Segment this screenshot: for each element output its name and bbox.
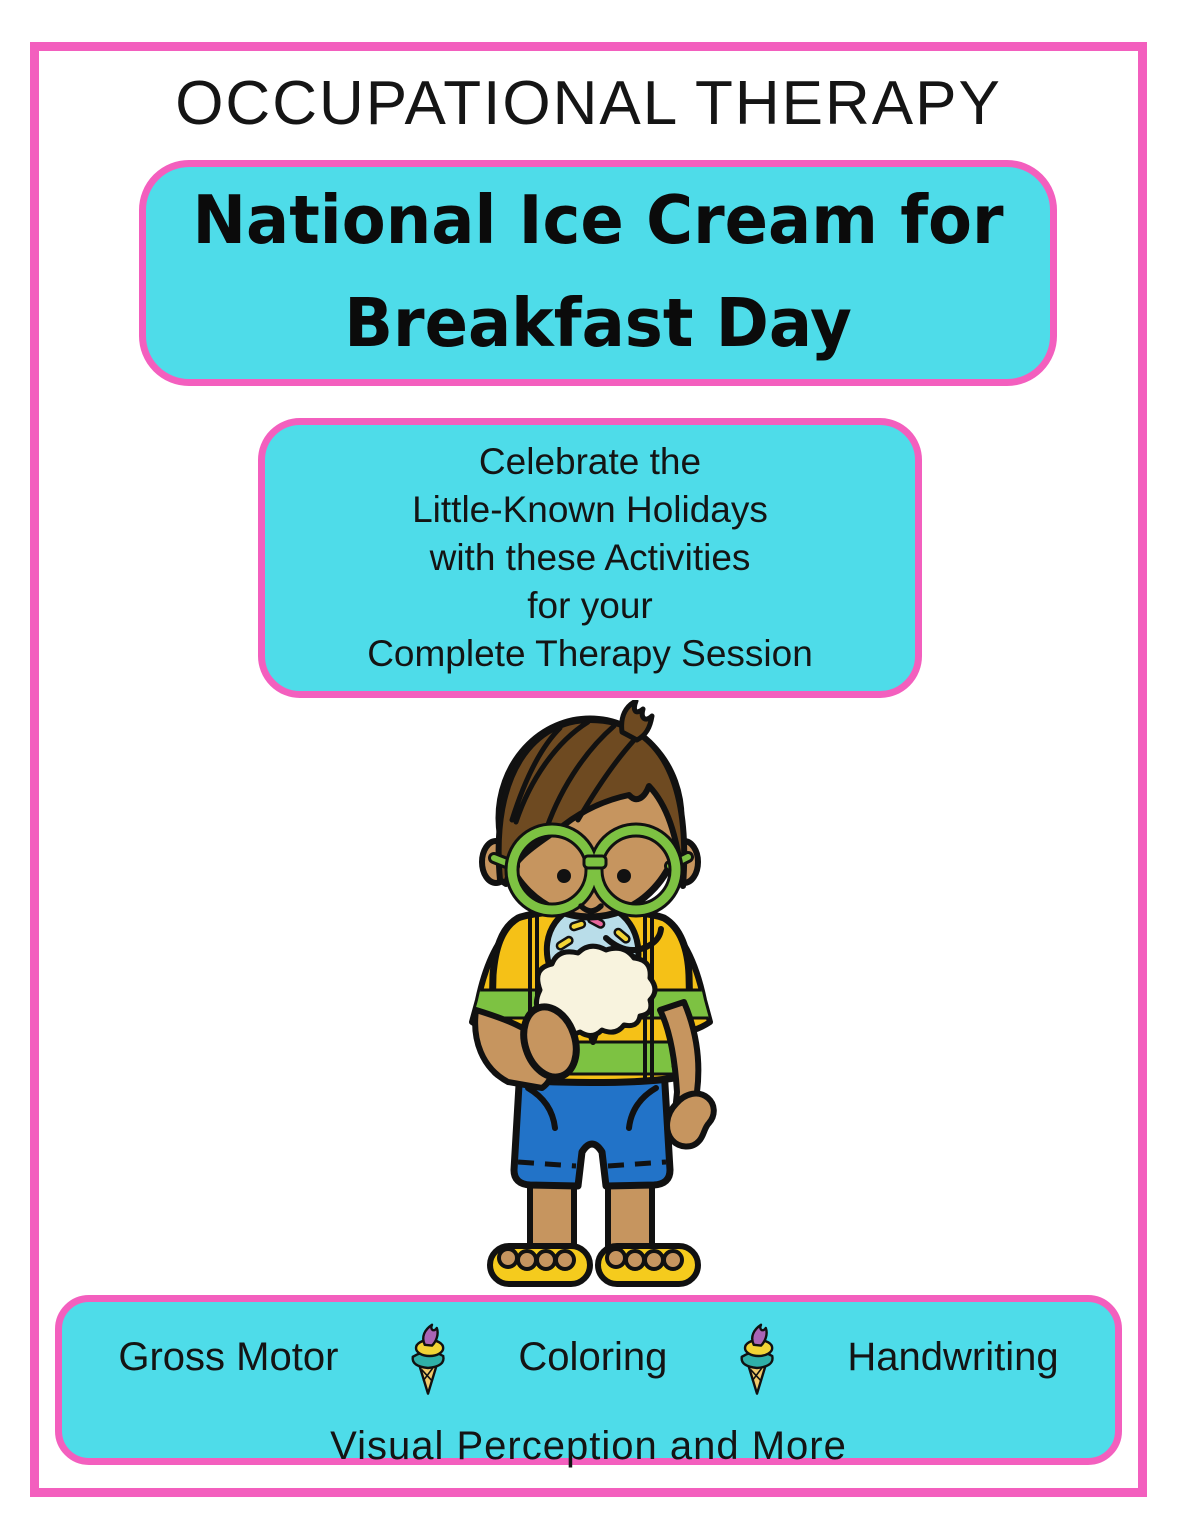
footer-item: Coloring [518, 1334, 668, 1379]
subtitle-line: Complete Therapy Session [367, 633, 813, 674]
subtitle-line: Little-Known Holidays [412, 489, 768, 530]
boy-eye [557, 869, 571, 883]
footer-banner [55, 1295, 1122, 1468]
boy-sandal [490, 1246, 590, 1284]
footer-skills-row [118, 1316, 1058, 1398]
title-line-2: Breakfast Day [344, 285, 852, 363]
subtitle-line: for your [527, 585, 653, 626]
page-title: OCCUPATIONAL THERAPY [175, 69, 1002, 138]
boy-eye [617, 869, 631, 883]
boy-sandal [598, 1246, 698, 1284]
title-banner [139, 160, 1057, 386]
footer-item: Gross Motor [118, 1334, 339, 1379]
ice-cream-cone-icon [733, 1322, 781, 1398]
footer-item: Handwriting [847, 1334, 1059, 1379]
subtitle-line: Celebrate the [478, 441, 702, 482]
subtitle-line: with these Activities [429, 537, 751, 578]
ice-cream-cone-icon [404, 1322, 452, 1398]
title-line-1: National Ice Cream for [192, 182, 1004, 260]
boy-illustration [438, 700, 758, 1292]
footer-more-text: Visual Perception and More [330, 1424, 847, 1468]
subtitle-banner [258, 418, 922, 698]
